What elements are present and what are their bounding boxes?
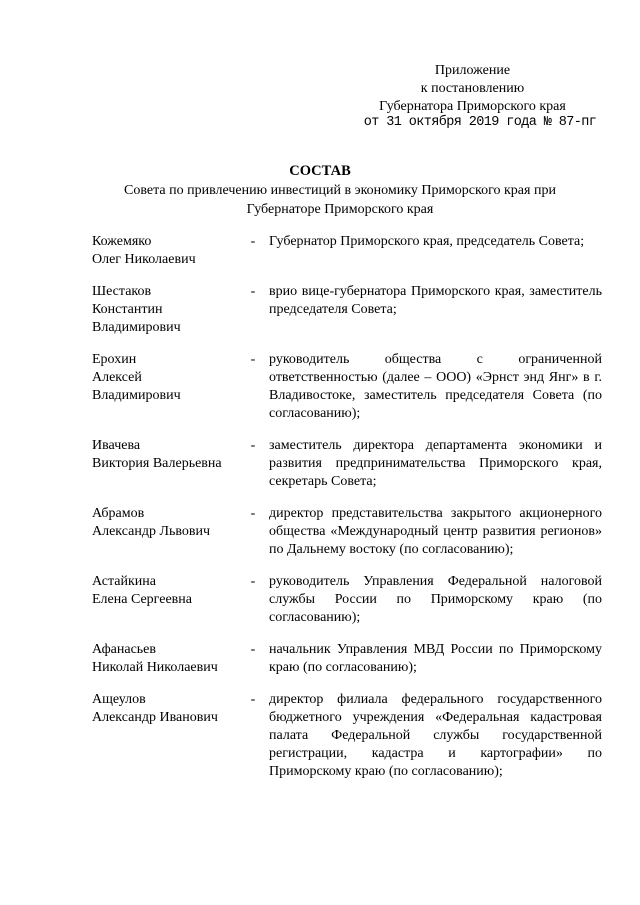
member-dash: - [250, 438, 256, 453]
member-name-line: Николай Николаевич [92, 660, 218, 675]
member-dash: - [250, 352, 256, 367]
member-dash: - [250, 692, 256, 707]
member-name-line: Афанасьев [92, 642, 156, 657]
member-name-line: Ивачева [92, 438, 141, 453]
member-row [92, 691, 602, 781]
member-name [92, 283, 237, 337]
member-name-line: Абрамов [92, 506, 145, 521]
member-name [92, 573, 237, 627]
member-row [92, 283, 602, 337]
member-name-line: Александр Львович [92, 524, 211, 539]
document-subtitle: Совета по привлечению инвестиций в экономику Приморского края при Губернаторе Приморского края [124, 183, 556, 217]
member-name [92, 641, 237, 677]
appendix-line: к постановлению [420, 81, 525, 96]
member-role: руководитель Управления Федеральной налоговой службы России по Приморскому краю (по согласованию); [269, 574, 602, 625]
appendix-line: Приложение [434, 63, 511, 78]
appendix-header [350, 62, 595, 116]
member-name-line: Ащеулов [92, 692, 146, 707]
appendix-date: от 31 октября 2019 года № 87-пг [363, 115, 597, 130]
member-row [92, 351, 602, 423]
member-name [92, 691, 237, 781]
member-name [92, 437, 237, 491]
member-name-line: Виктория Валерьевна [92, 456, 222, 471]
member-row [92, 573, 602, 627]
member-row [92, 641, 602, 677]
member-name-line: Кожемяко [92, 234, 152, 249]
member-role: заместитель директора департамента экономики и развития предпринимательства Приморского края, секретарь Совета; [269, 438, 602, 489]
member-name-line: Олег Николаевич [92, 252, 196, 267]
member-name [92, 351, 237, 423]
member-row [92, 505, 602, 559]
member-dash: - [250, 234, 256, 249]
member-dash: - [250, 284, 256, 299]
member-role: врио вице-губернатора Приморского края, заместитель председателя Совета; [269, 284, 602, 317]
member-dash: - [250, 574, 256, 589]
members-list [92, 233, 602, 795]
member-role: директор филиала федерального государственного бюджетного учреждения «Федеральная кадастровая палата Федеральной службы государственной регистрации, кадастра и картографии» по Приморскому краю (по согласованию); [269, 692, 602, 779]
member-dash: - [250, 642, 256, 657]
member-name-line: Константин [92, 302, 163, 317]
member-dash: - [250, 506, 256, 521]
member-role: Губернатор Приморского края, председатель Совета; [269, 234, 585, 249]
appendix-line: Губернатора Приморского края [379, 99, 566, 114]
member-name-line: Шестаков [92, 284, 152, 299]
member-name-line: Владимирович [92, 320, 181, 335]
member-name-line: Алексей [92, 370, 142, 385]
member-name [92, 233, 237, 269]
document-title: СОСТАВ [289, 163, 351, 179]
member-row [92, 437, 602, 491]
member-name-line: Астайкина [92, 574, 156, 589]
member-name-line: Елена Сергеевна [92, 592, 192, 607]
member-name [92, 505, 237, 559]
member-role: начальник Управления МВД России по Приморскому краю (по согласованию); [269, 642, 602, 675]
member-name-line: Александр Иванович [92, 710, 218, 725]
member-name-line: Ерохин [92, 352, 137, 367]
member-row [92, 233, 602, 269]
member-role: директор представительства закрытого акционерного общества «Международный центр развития регионов» по Дальнему востоку (по согласованию); [269, 506, 602, 557]
member-name-line: Владимирович [92, 388, 181, 403]
member-role: руководитель общества с ограниченной ответственностью (далее – ООО) «Эрнст энд Янг» в г. Владивостоке, заместитель председателя Совета (по согласованию); [269, 352, 602, 421]
